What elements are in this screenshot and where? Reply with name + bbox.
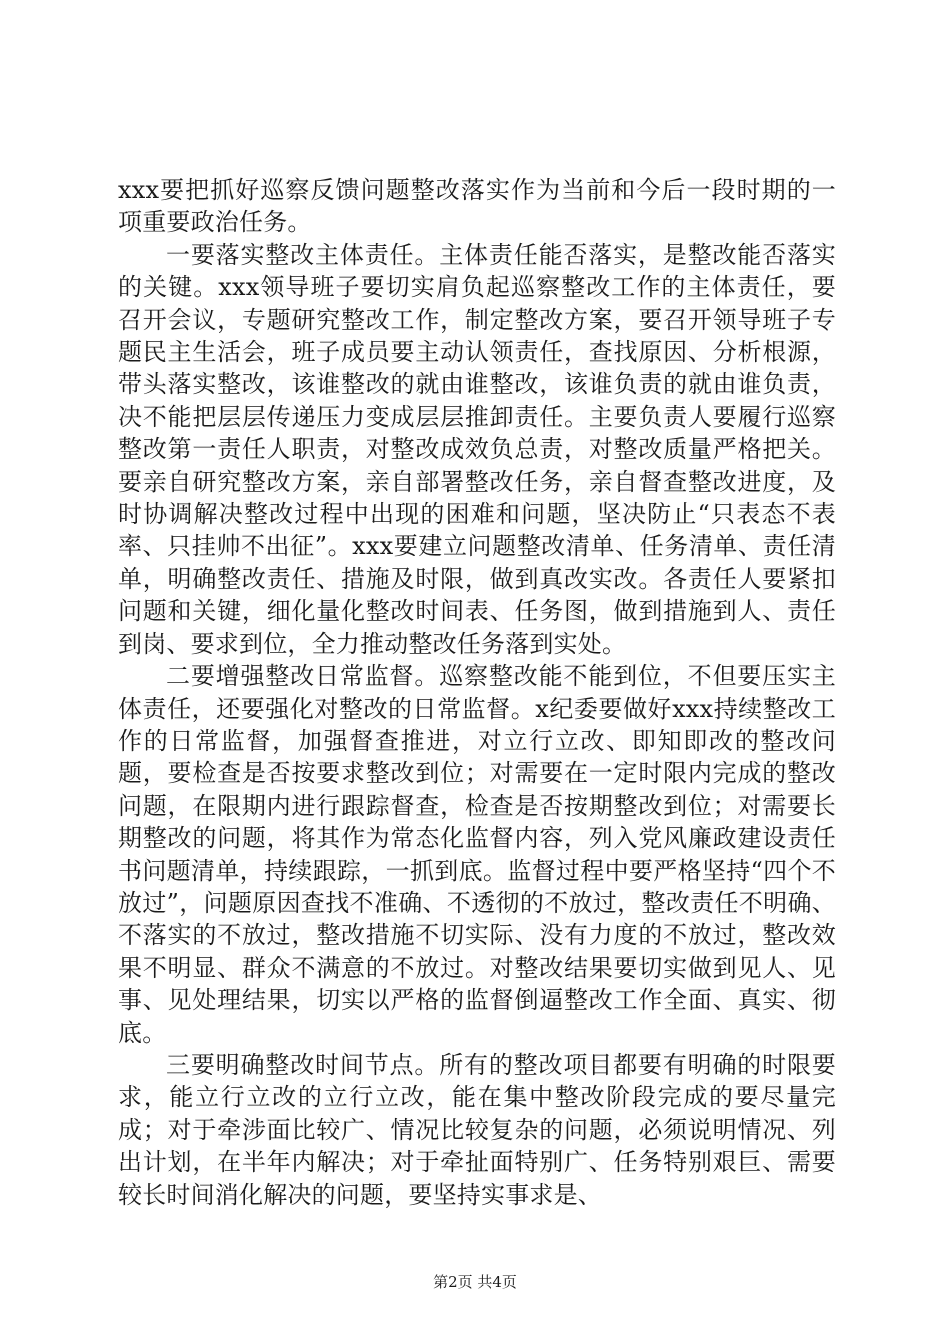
paragraph-point-two: 二要增强整改日常监督。巡察整改能不能到位，不但要压实主体责任，还要强化对整改的日常监督。x纪委要做好xxx持续整改工作的日常监督，加强督查推进，对立行立改、即知即改的整改问题，要检查是否按要求整改到位；对需要在一定时限内完成的整改问题，在限期内进行跟踪督查，检查是否按期整改到位；对需要长期整改的问题，将其作为常态化监督内容，列入党风廉政建设责任书问题清单，持续跟踪，一抓到底。监督过程中要严格坚持“四个不放过”，问题原因查找不准确、不透彻的不放过，整改责任不明确、不落实的不放过，整改措施不切实际、没有力度的不放过，整改效果不明显、群众不满意的不放过。对整改结果要切实做到见人、见事、见处理结果，切实以严格的监督倒逼整改工作全面、真实、彻底。 [118, 662, 836, 1047]
paragraph-point-one: 一要落实整改主体责任。主体责任能否落实，是整改能否落实的关键。xxx领导班子要切实肩负起巡察整改工作的主体责任，要召开会议，专题研究整改工作，制定整改方案，要召开领导班子专题民主生活会，班子成员要主动认领责任，查找原因、分析根源，带头落实整改，该谁整改的就由谁整改，该谁负责的就由谁负责，决不能把层层传递压力变成层层推卸责任。主要负责人要履行巡察整改第一责任人职责，对整改成效负总责，对整改质量严格把关。要亲自研究整改方案，亲自部署整改任务，亲自督查整改进度，及时协调解决整改过程中出现的困难和问题，坚决防止“只表态不表率、只挂帅不出征”。xxx要建立问题整改清单、任务清单、责任清单，明确整改责任、措施及时限，做到真改实改。各责任人要紧扣问题和关键，细化量化整改时间表、任务图，做到措施到人、责任到岗、要求到位，全力推动整改任务落到实处。 [118, 240, 836, 658]
paragraph-intro: xxx要把抓好巡察反馈问题整改落实作为当前和今后一段时期的一项重要政治任务。 [118, 176, 836, 237]
page-number-footer: 第2页 共4页 [433, 1273, 517, 1291]
paragraph-point-three: 三要明确整改时间节点。所有的整改项目都要有明确的时限要求，能立行立改的立行立改，能在集中整改阶段完成的要尽量完成；对于牵涉面比较广、情况比较复杂的问题，必须说明情况、列出计划，在半年内解决；对于牵扯面特别广、任务特别艰巨、需要较长时间消化解决的问题，要坚持实事求是、 [118, 1050, 836, 1209]
document-body [118, 174, 836, 1211]
